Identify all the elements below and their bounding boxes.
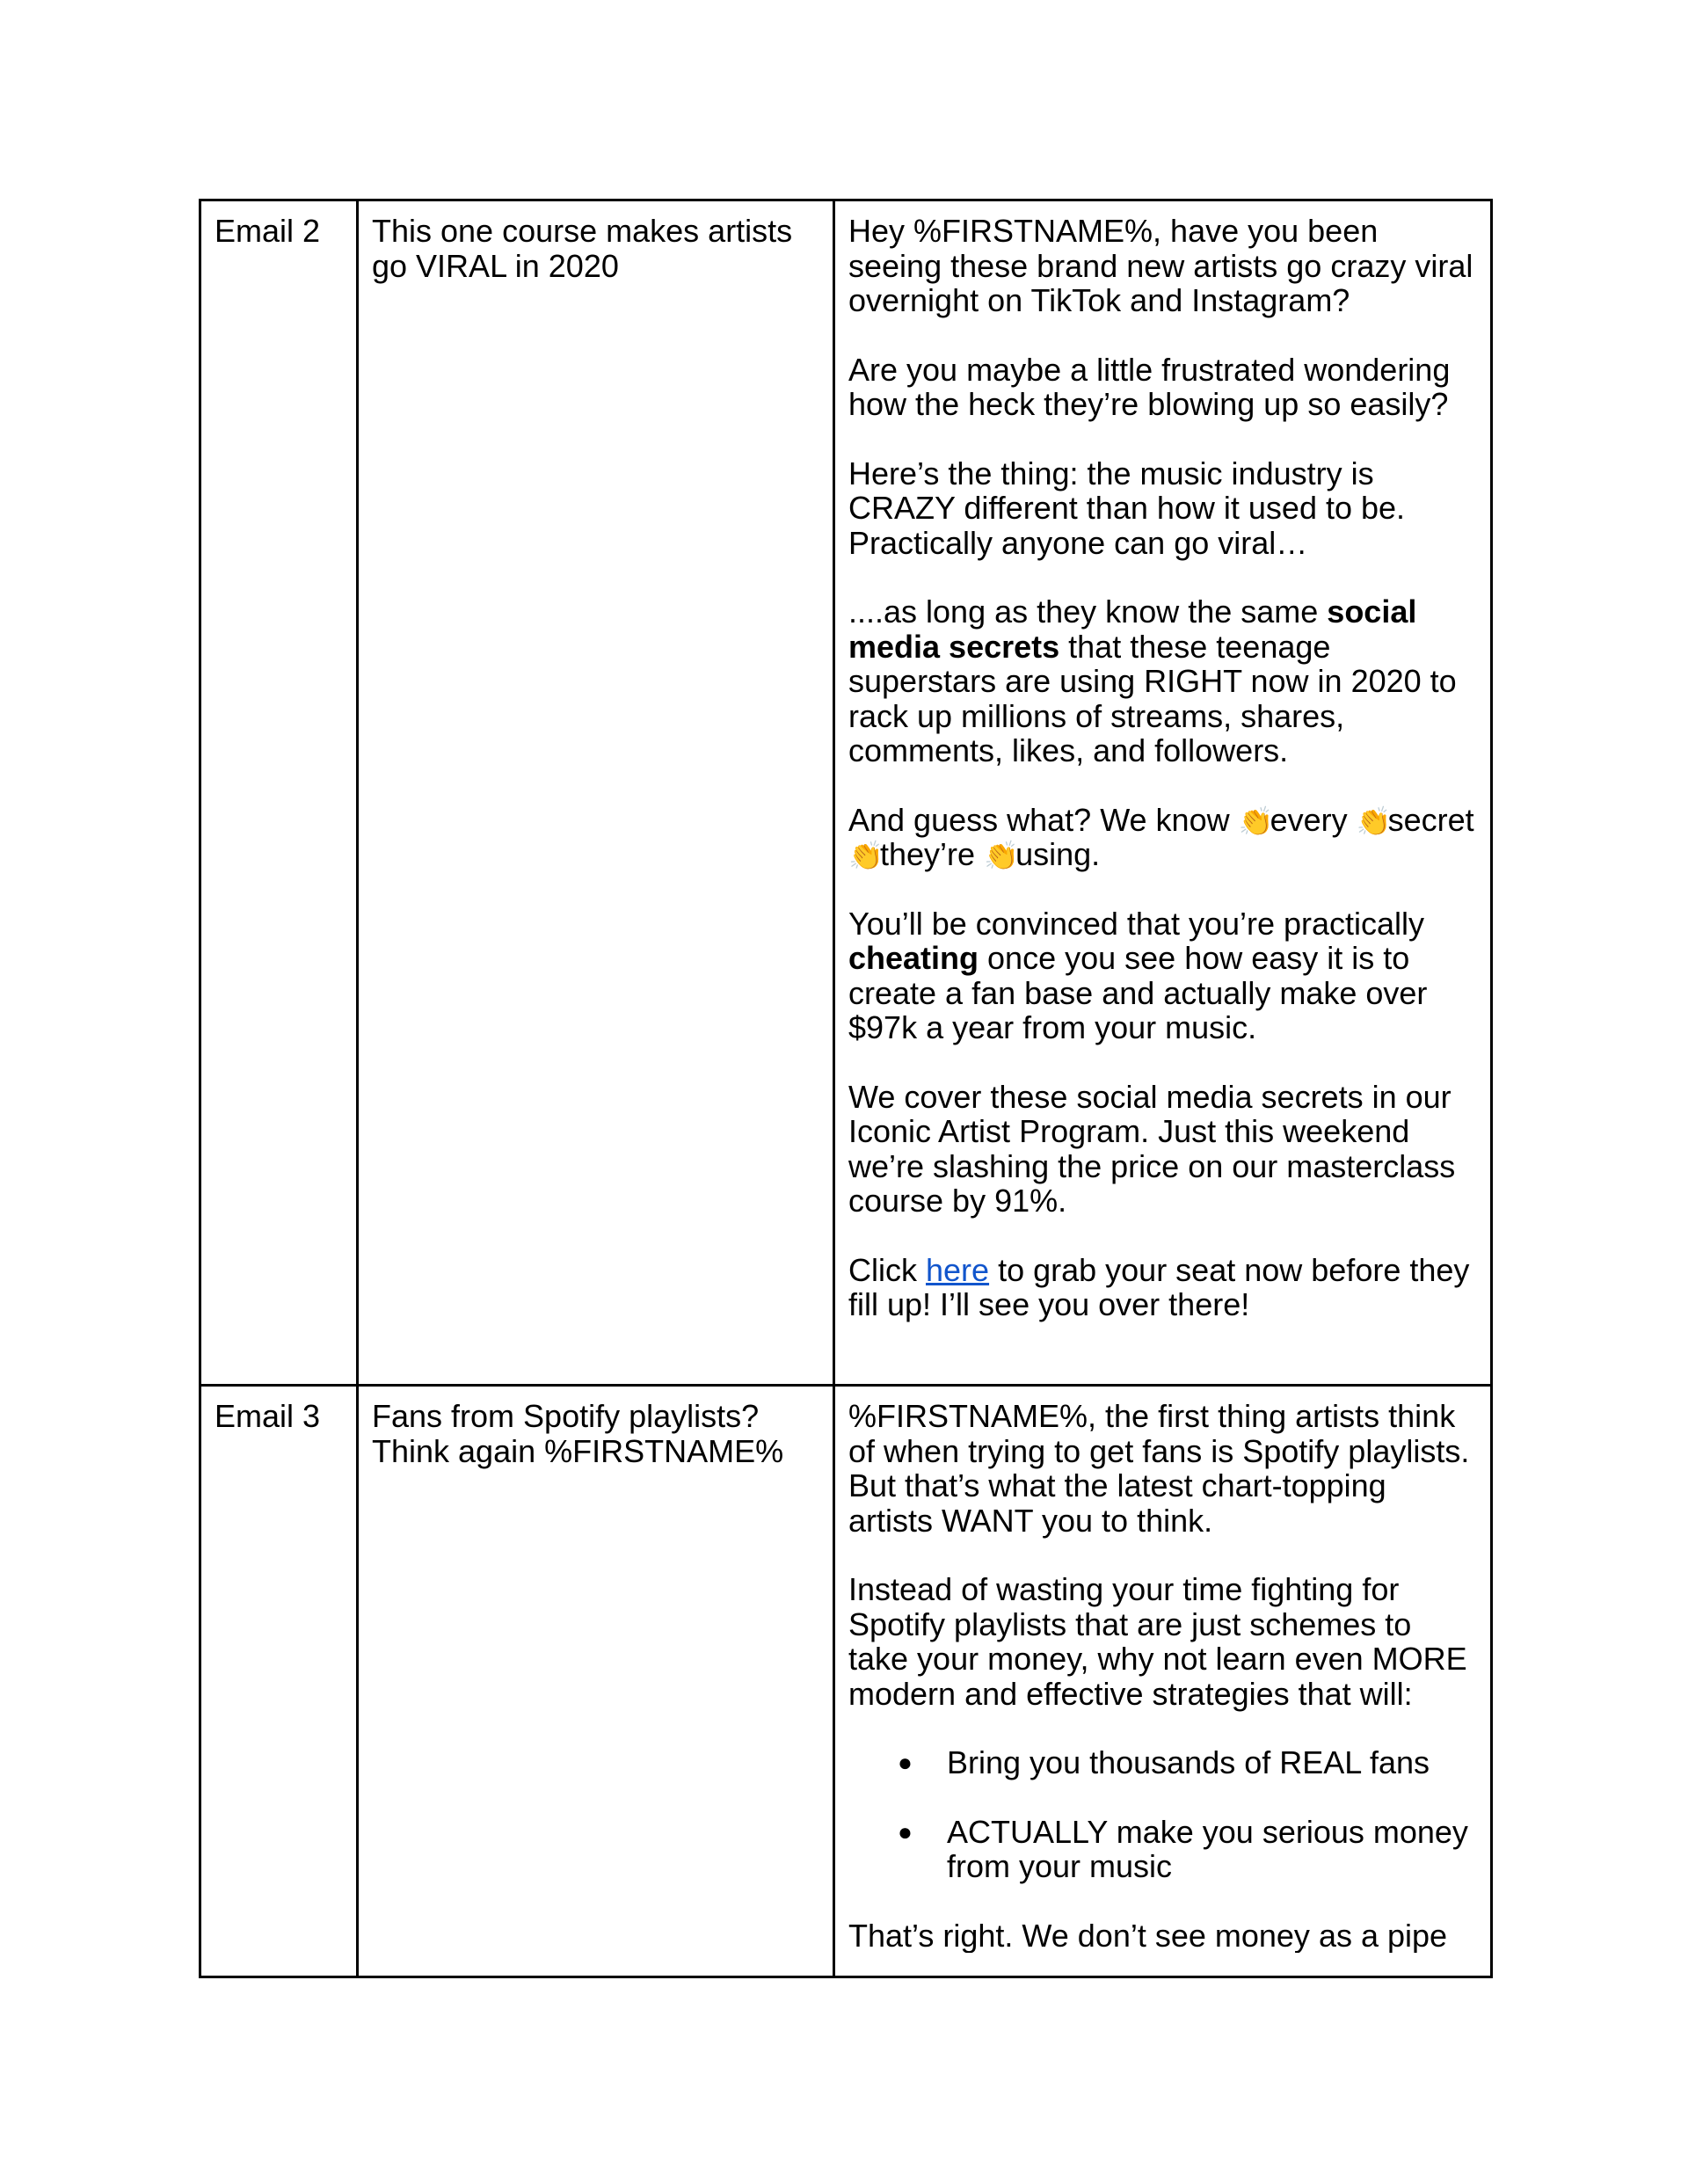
- body-paragraph: %FIRSTNAME%, the first thing artists think of when trying to get fans is Spotify playlists. But that’s what the latest chart-topping artists WANT you to think.: [848, 1398, 1470, 1539]
- bold-text: social media secrets: [848, 593, 1417, 665]
- text-run: every: [1270, 801, 1357, 838]
- bullet-icon: ●: [898, 1749, 913, 1776]
- email-subject: Fans from Spotify playlists? Think again %FIRSTNAME%: [372, 1398, 784, 1469]
- table-row: [200, 1386, 1492, 1977]
- clapping-hands-icon: 👏: [848, 840, 884, 871]
- list-item: [898, 1813, 1477, 1884]
- text-run: ....as long as they know the same: [848, 593, 1328, 630]
- email-body-cell: [834, 200, 1492, 1386]
- clapping-hands-icon: 👏: [984, 840, 1019, 871]
- email-body-cell: [834, 1386, 1492, 1977]
- body-paragraph: Are you maybe a little frustrated wondering how the heck they’re blowing up so easily?: [848, 351, 1451, 422]
- email-sequence-table: [199, 199, 1493, 1978]
- body-paragraph: Instead of wasting your time fighting for Spotify playlists that are just schemes to take your money, why not learn even MORE modern and effective strategies that will:: [848, 1571, 1467, 1712]
- list-item: [898, 1744, 1477, 1780]
- email-subject: This one course makes artists go VIRAL in 2020: [372, 213, 793, 284]
- body-paragraph: Hey %FIRSTNAME%, have you been seeing these brand new artists go crazy viral overnight on TikTok and Instagram?: [848, 213, 1473, 318]
- here-link[interactable]: here: [926, 1251, 990, 1288]
- email-subject-cell: [358, 200, 834, 1386]
- text-run: that these teenage superstars are using RIGHT now in 2020 to rack up millions of streams, shares, comments, likes, and followers.: [848, 628, 1457, 768]
- text-run: And guess what? We know: [848, 801, 1239, 838]
- body-paragraph: We cover these social media secrets in our Iconic Artist Program. Just this weekend we’re slashing the price on our masterclass course by 91%.: [848, 1078, 1456, 1219]
- list-item-text: Bring you thousands of REAL fans: [947, 1744, 1430, 1780]
- body-paragraph-truncated: That’s right. We don’t see money as a pipe: [848, 1918, 1448, 1953]
- text-run: they’re: [880, 836, 985, 872]
- text-run: secret: [1387, 801, 1474, 838]
- text-run: You’ll be convinced that you’re practically: [848, 905, 1425, 942]
- body-paragraph: Here’s the thing: the music industry is CRAZY different than how it used to be. Practically anyone can go viral…: [848, 455, 1406, 561]
- body-paragraph: [848, 594, 1477, 768]
- table-row: [200, 200, 1492, 1386]
- bullet-list: [848, 1745, 1477, 1884]
- body-paragraph: [848, 1253, 1477, 1322]
- list-item-text: ACTUALLY make you serious money from your music: [947, 1813, 1468, 1884]
- email-label: Email 2: [215, 213, 321, 249]
- text-run: Click: [848, 1251, 926, 1288]
- clapping-hands-icon: 👏: [1356, 804, 1392, 837]
- email-subject-cell: [358, 1386, 834, 1977]
- email-label-cell: [200, 200, 358, 1386]
- bold-text: cheating: [848, 940, 979, 976]
- body-paragraph: [848, 803, 1477, 872]
- body-paragraph: [848, 906, 1477, 1045]
- text-run: using.: [1015, 836, 1101, 872]
- text-run: to grab your seat now before they fill up! I’ll see you over there!: [848, 1251, 1470, 1322]
- text-run: once you see how easy it is to create a fan base and actually make over $97k a year from your music.: [848, 940, 1428, 1045]
- bullet-icon: ●: [898, 1817, 913, 1845]
- clapping-hands-icon: 👏: [1238, 804, 1274, 837]
- email-label-cell: [200, 1386, 358, 1977]
- email-label: Email 3: [215, 1398, 321, 1434]
